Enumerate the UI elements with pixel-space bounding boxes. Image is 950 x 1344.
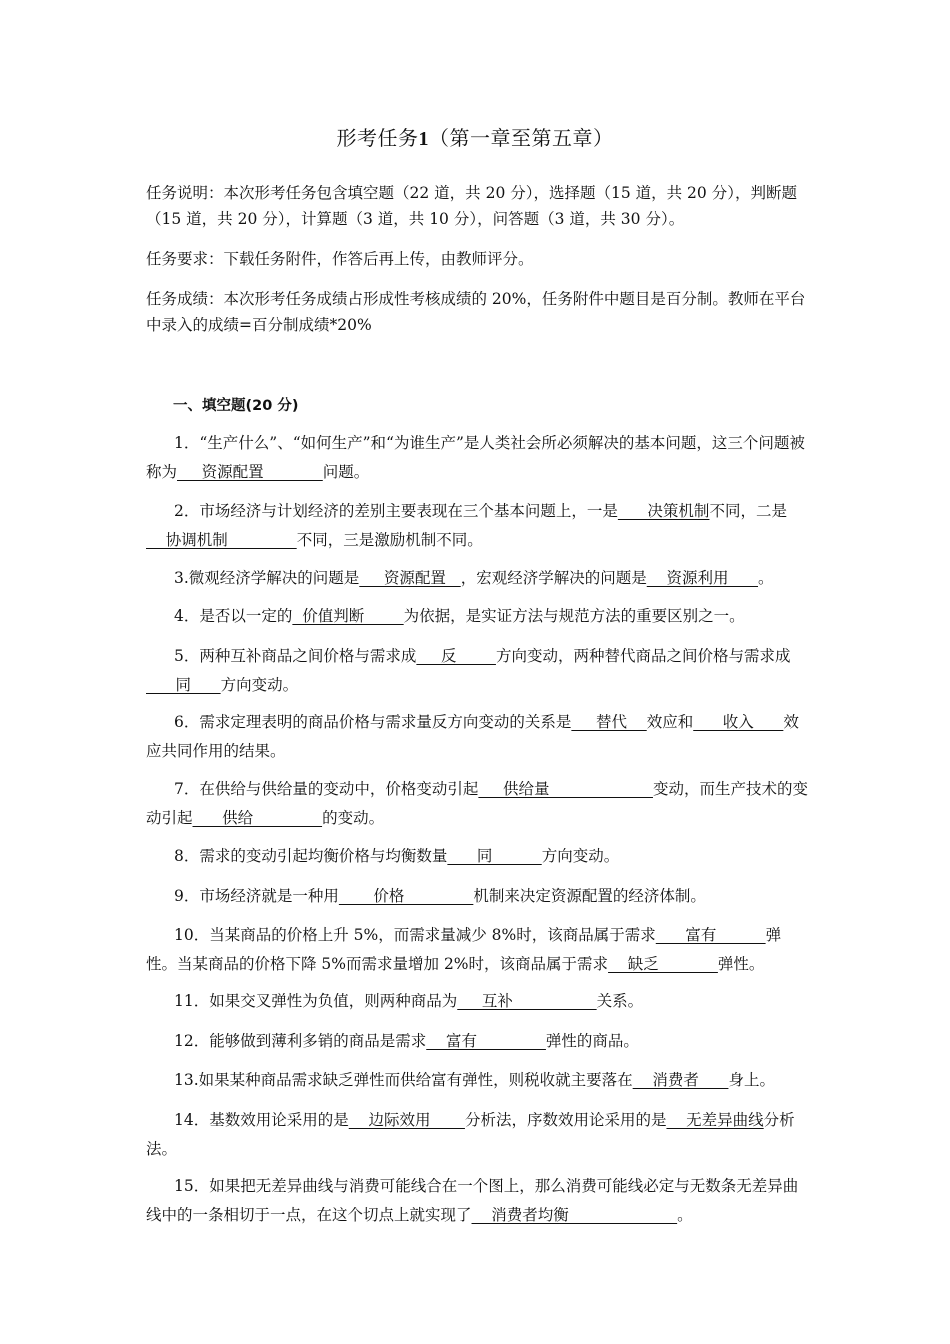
answer-blank: 边际效用 [348, 1111, 465, 1129]
question-8: 8．需求的变动引起均衡价格与均衡数量 同 方向变动。 [174, 847, 620, 865]
question-5: 5．两种互补商品之间价格与需求成 反 方向变动，两种替代商品之间价格与需求成 同 方向变动。 [146, 647, 791, 694]
question-4: 4．是否以一定的 价值判断 为依据，是实证方法与规范方法的重要区别之一。 [174, 607, 745, 625]
answer-blank: 价值判断 [292, 607, 404, 625]
question-13: 13.如果某种商品需求缺乏弹性而供给富有弹性，则税收就主要落在 消费者 身上。 [174, 1071, 775, 1089]
answer-blank: 价格 [338, 887, 474, 905]
question-14: 14．基数效用论采用的是 边际效用 分析法，序数效用论采用的是 无差异曲线分析法。 [146, 1111, 795, 1158]
answer-blank: 决策机制 [617, 502, 710, 520]
answer-blank: 资源利用 [646, 569, 759, 587]
task-score: 任务成绩：本次形考任务成绩占形成性考核成绩的 20%，任务附件中题目是百分制。教师在平台中录入的成绩=百分制成绩*20% [146, 290, 806, 334]
page-title [0, 122, 950, 151]
answer-blank: 消费者均衡 [471, 1206, 678, 1224]
question-10: 10．当某商品的价格上升 5%，而需求量减少 8%时，该商品属于需求 富有 弹性。当某商品的价格下降 5%而需求量增加 2%时，该商品属于需求 缺乏 弹性。 [146, 926, 782, 973]
section-title: 一、填空题(20 分) [173, 398, 299, 414]
question-11: 11．如果交叉弹性为负值，则两种商品为 互补 关系。 [174, 992, 644, 1010]
task-description: 任务说明：本次形考任务包含填空题（22 道，共 20 分），选择题（15 道，共 20 分），判断题（15 道，共 20 分），计算题（3 道，共 10 分），问答题（3 道，共 30 分）。 [146, 184, 797, 228]
answer-blank: 供给 [192, 809, 323, 827]
answer-blank: 同 [447, 847, 542, 865]
question-9: 9．市场经济就是一种用 价格 机制来决定资源配置的经济体制。 [174, 887, 706, 905]
question-7: 7．在供给与供给量的变动中，价格变动引起 供给量 变动，而生产技术的变动引起 供给 的变动。 [146, 780, 808, 827]
title-number: 1 [418, 128, 429, 150]
question-3: 3.微观经济学解决的问题是 资源配置 ，宏观经济学解决的问题是 资源利用 。 [174, 569, 774, 587]
title-suffix: （第一章至第五章） [429, 126, 614, 150]
answer-blank: 消费者 [632, 1071, 729, 1089]
question-12: 12．能够做到薄利多销的商品是需求 富有 弹性的商品。 [174, 1032, 639, 1050]
answer-blank: 富有 [426, 1032, 546, 1050]
answer-blank: 富有 [655, 926, 766, 944]
title-prefix: 形考任务 [336, 126, 419, 150]
answer-blank: 互补 [457, 992, 597, 1010]
answer-blank: 反 [416, 647, 496, 665]
question-15: 15．如果把无差异曲线与消费可能线合在一个图上，那么消费可能线必定与无数条无差异曲线中的一条相切于一点，在这个切点上就实现了 消费者均衡 。 [146, 1177, 799, 1224]
answer-blank: 同 [146, 676, 221, 694]
question-2: 2．市场经济与计划经济的差别主要表现在三个基本问题上，一是 决策机制不同，二是 协调机制 不同，三是激励机制不同。 [146, 502, 787, 549]
answer-blank: 缺乏 [608, 955, 718, 973]
question-1: 1．“生产什么”、“如何生产”和“为谁生产”是人类社会所必须解决的基本问题，这三个问题被称为 资源配置 问题。 [146, 434, 805, 481]
answer-blank: 供给量 [478, 780, 653, 798]
answer-blank: 资源配置 [359, 569, 461, 587]
answer-blank: 资源配置 [177, 463, 323, 481]
answer-blank: 协调机制 [146, 531, 297, 549]
answer-blank: 替代 [571, 713, 647, 731]
answer-blank: 无差异曲线 [666, 1111, 764, 1129]
question-6: 6．需求定理表明的商品价格与需求量反方向变动的关系是 替代 效应和 收入 效应共同作用的结果。 [146, 713, 799, 760]
task-requirement: 任务要求：下载任务附件，作答后再上传，由教师评分。 [146, 250, 534, 268]
answer-blank: 收入 [693, 713, 784, 731]
